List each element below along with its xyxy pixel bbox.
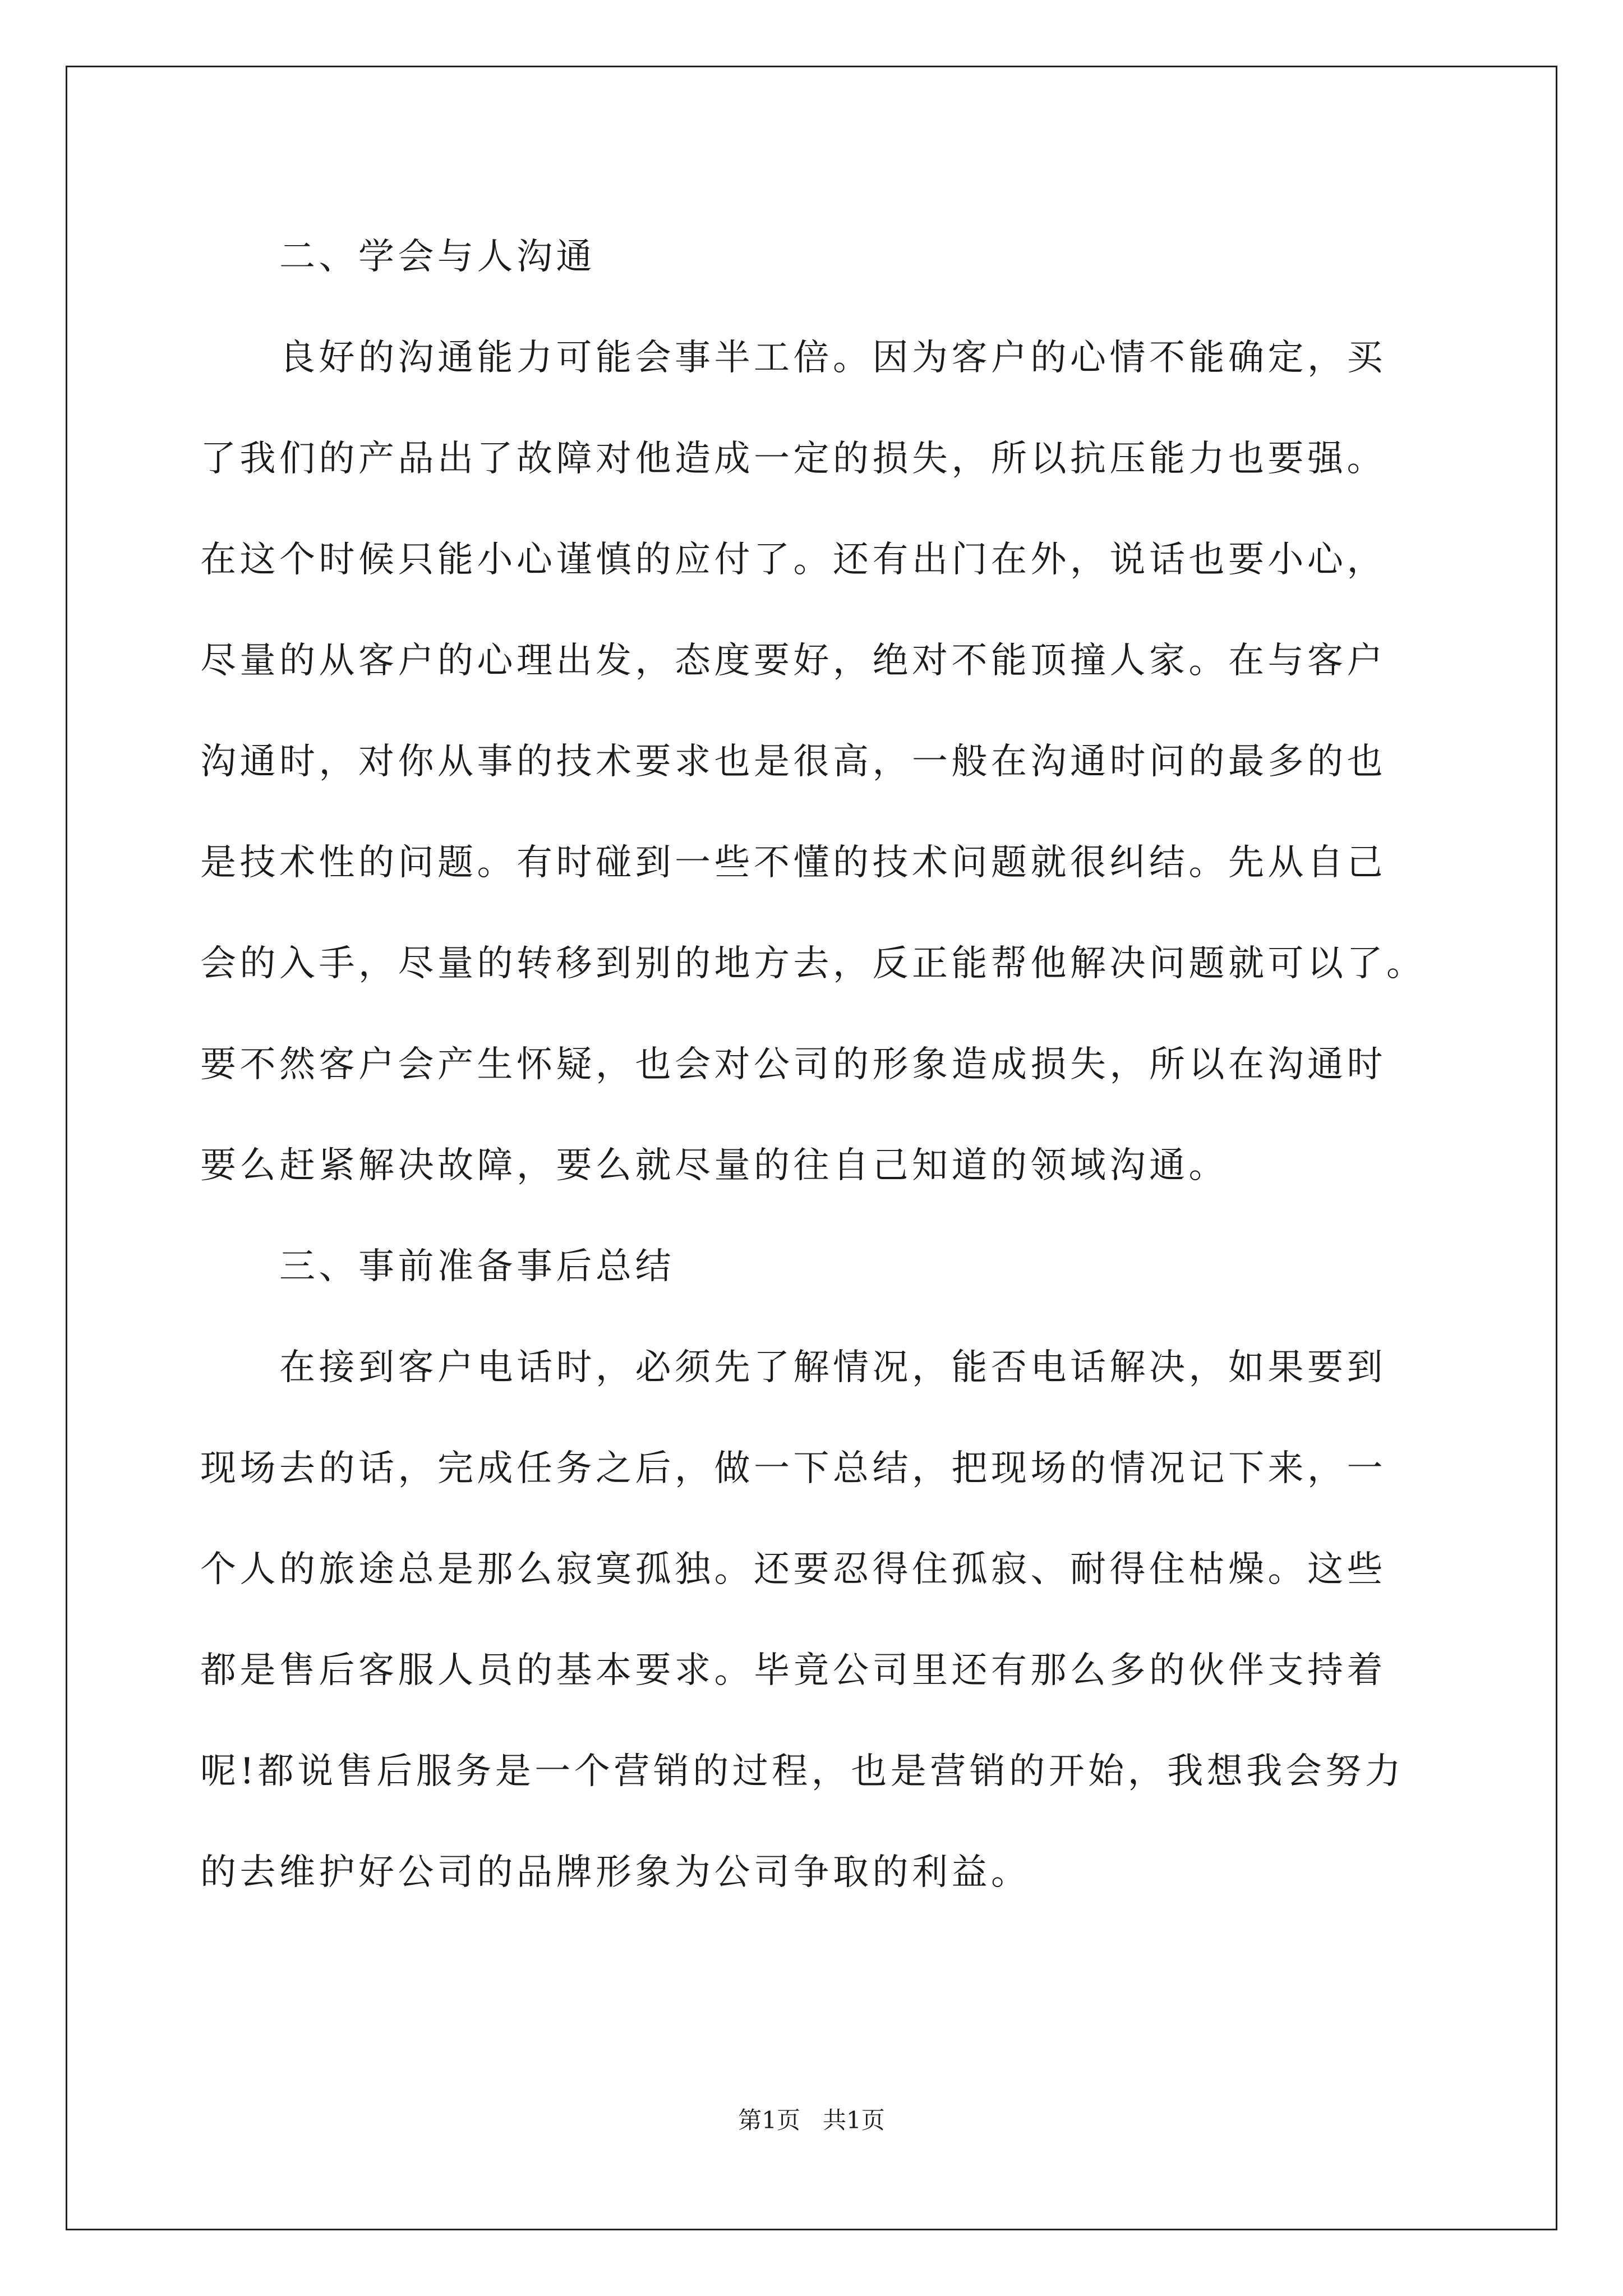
- text-line: 尽量的从客户的心理出发，态度要好，绝对不能顶撞人家。在与客户: [200, 640, 1386, 682]
- text-line: 要不然客户会产生怀疑，也会对公司的形象造成损失，所以在沟通时: [200, 1044, 1386, 1085]
- text-line: 沟通时，对你从事的技术要求也是很高，一般在沟通时问的最多的也: [200, 741, 1386, 783]
- text-line: 的去维护好公司的品牌形象为公司争取的利益。: [200, 1852, 1031, 1893]
- section-heading: 三、事前准备事后总结: [200, 1246, 675, 1287]
- text-line: 现场去的话，完成任务之后，做一下总结，把现场的情况记下来，一: [200, 1448, 1386, 1489]
- text-line: 是技术性的问题。有时碰到一些不懂的技术问题就很纠结。先从自己: [200, 842, 1386, 884]
- text-line: 在接到客户电话时，必须先了解情况，能否电话解决，如果要到: [200, 1347, 1386, 1388]
- text-line: 了我们的产品出了故障对他造成一定的损失，所以抗压能力也要强。: [200, 438, 1386, 480]
- text-line: 良好的沟通能力可能会事半工倍。因为客户的心情不能确定，买: [200, 337, 1386, 379]
- document-body: [200, 206, 1434, 1923]
- page-number-footer: 第1页 共1页: [738, 2106, 885, 2134]
- text-line: 个人的旅途总是那么寂寞孤独。还要忍得住孤寂、耐得住枯燥。这些: [200, 1549, 1386, 1590]
- text-line: 要么赶紧解决故障，要么就尽量的往自己知道的领域沟通。: [200, 1145, 1228, 1186]
- text-line: 会的入手，尽量的转移到别的地方去，反正能帮他解决问题就可以了。: [200, 943, 1426, 984]
- section-heading: 二、学会与人沟通: [200, 236, 596, 278]
- text-line: 在这个时候只能小心谨慎的应付了。还有出门在外，说话也要小心，: [200, 539, 1386, 581]
- text-line: 都是售后客服人员的基本要求。毕竟公司里还有那么多的伙伴支持着: [200, 1650, 1386, 1691]
- text-line: 呢!都说售后服务是一个营销的过程，也是营销的开始，我想我会努力: [200, 1751, 1405, 1792]
